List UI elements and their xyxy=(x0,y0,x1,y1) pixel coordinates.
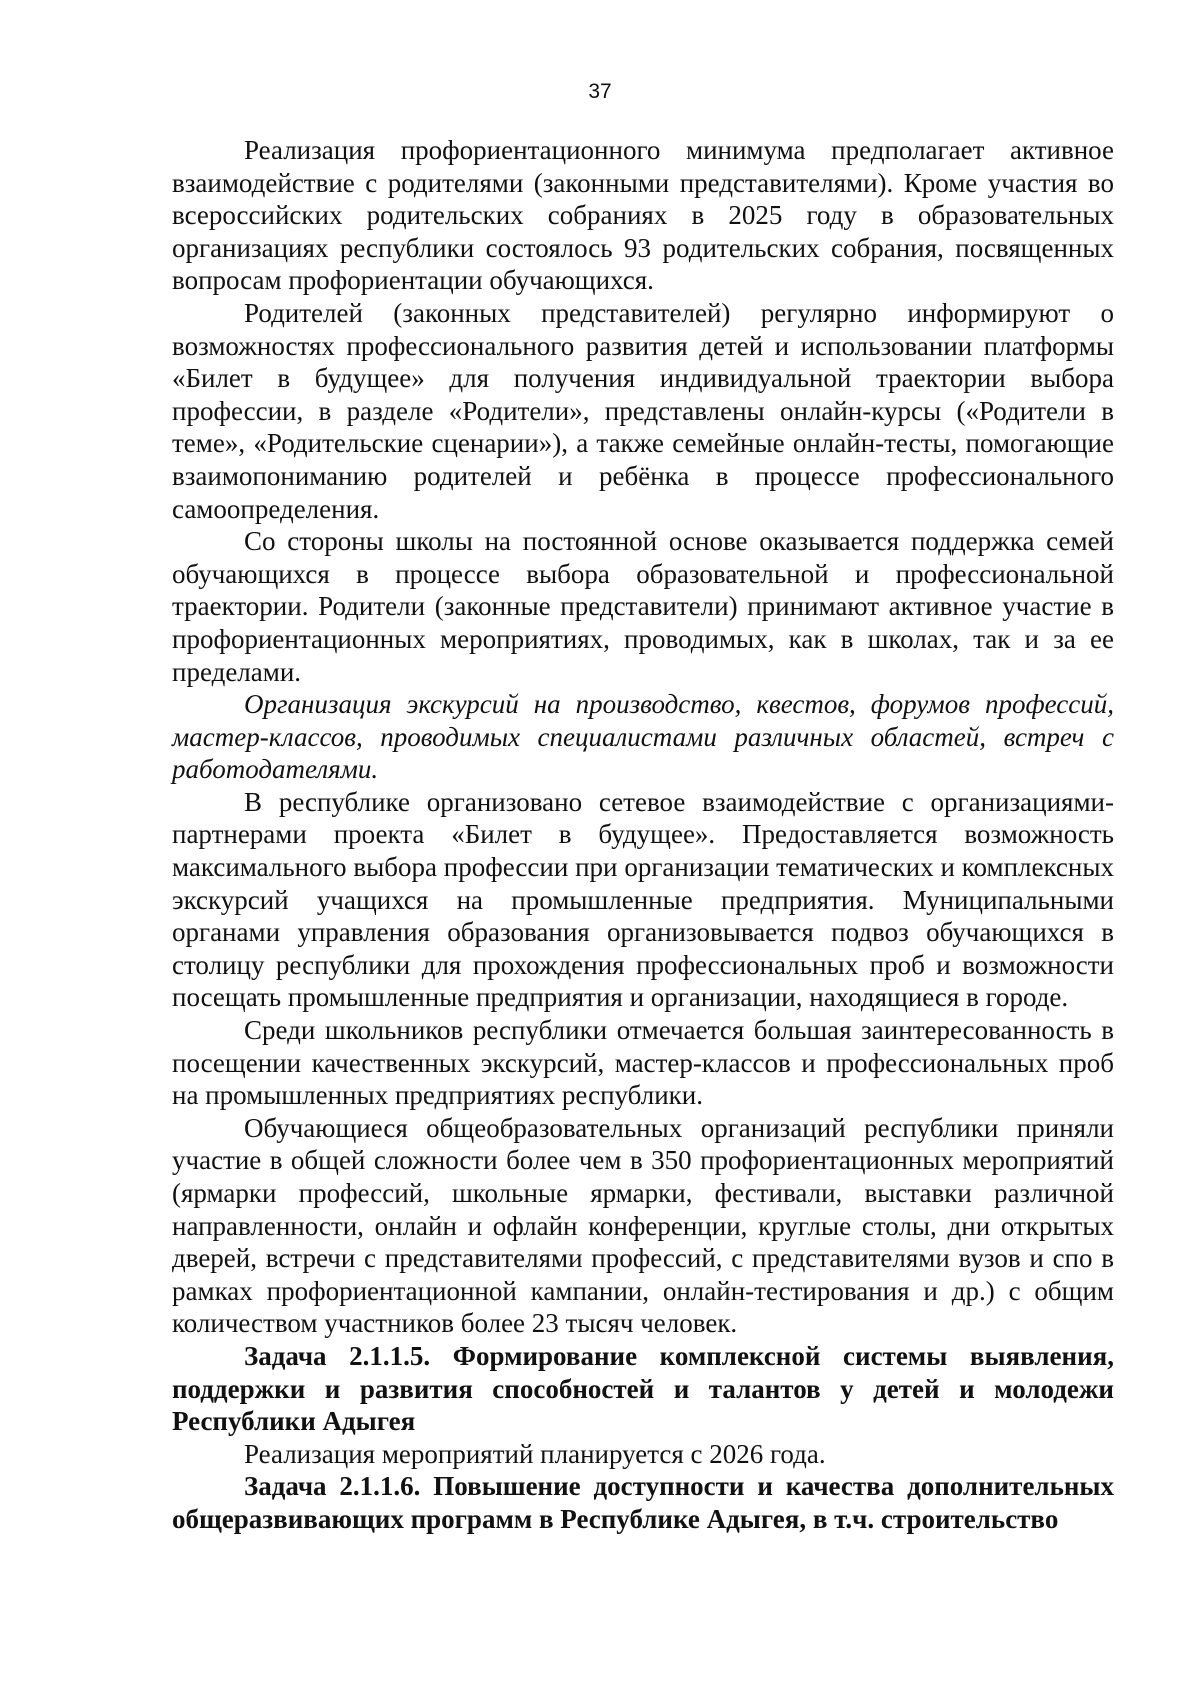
paragraph-events-participation: Обучающиеся общеобразовательных организаций республики приняли участие в общей сложности более чем в 350 профориентационных мероприятий (ярмарки профессий, школьные ярмарки, фестивали, выставки различной направленности, онлайн и офлайн конференции, круглые столы, дни открытых дверей, встречи с представителями профессий, с представителями вузов и спо в рамках профориентационной кампании, онлайн-тестирования и др.) с общим количеством участников более 23 тысяч человек. xyxy=(172,1112,1114,1339)
task-heading-2-1-1-6: Задача 2.1.1.6. Повышение доступности и качества дополнительных общеразвивающих программ в Республике Адыгея, в т.ч. строительство xyxy=(172,1471,1114,1534)
paragraph-excursions-heading: Организация экскурсий на производство, квестов, форумов профессий, мастер-классов, проводимых специалистами различных областей, встреч с работодателями. xyxy=(172,689,1114,785)
paragraph-network-interaction: В республике организовано сетевое взаимодействие с организациями-партнерами проекта «Билет в будущее». Предоставляется возможность максимального выбора профессии при организации тематических и комплексных экскурсий учащихся на промышленные предприятия. Муниципальными органами управления образования организовывается подвоз обучающихся в столицу республики для прохождения профессиональных проб и возможности посещать промышленные предприятия и организации, находящиеся в городе. xyxy=(172,786,1114,1013)
paragraph-parents-interaction: Реализация профориентационного минимума предполагает активное взаимодействие с родителями (законными представителями). Кроме участия во всероссийских родительских собраниях в 2025 году в образовательных организациях республики состоялось 93 родительских собрания, посвященных вопросам профориентации обучающихся. xyxy=(172,135,1114,296)
task-heading-2-1-1-5: Задача 2.1.1.5. Формирование комплексной системы выявления, поддержки и развития способностей и талантов у детей и молодежи Республики Адыгея xyxy=(172,1340,1114,1437)
page-number: 37 xyxy=(588,80,612,103)
paragraph-planned-2026: Реализация мероприятий планируется с 2026 года. xyxy=(244,1438,826,1469)
paragraph-student-interest: Среди школьников республики отмечается большая заинтересованность в посещении качественных экскурсий, мастер-классов и профессиональных проб на промышленных предприятиях республики. xyxy=(172,1015,1114,1111)
paragraph-school-support: Со стороны школы на постоянной основе оказывается поддержка семей обучающихся в процессе выбора образовательной и профессиональной траектории. Родители (законные представители) принимают активное участие в профориентационных мероприятиях, проводимых, как в школах, так и за ее пределами. xyxy=(172,526,1114,687)
document-body xyxy=(172,134,1114,1536)
paragraph-parents-informed: Родителей (законных представителей) регулярно информируют о возможностях профессионального развития детей и использовании платформы «Билет в будущее» для получения индивидуальной траектории выбора профессии, в разделе «Родители», представлены онлайн-курсы («Родители в теме», «Родительские сценарии»), а также семейные онлайн-тесты, помогающие взаимопониманию родителей и ребёнка в процессе профессионального самоопределения. xyxy=(172,297,1114,524)
